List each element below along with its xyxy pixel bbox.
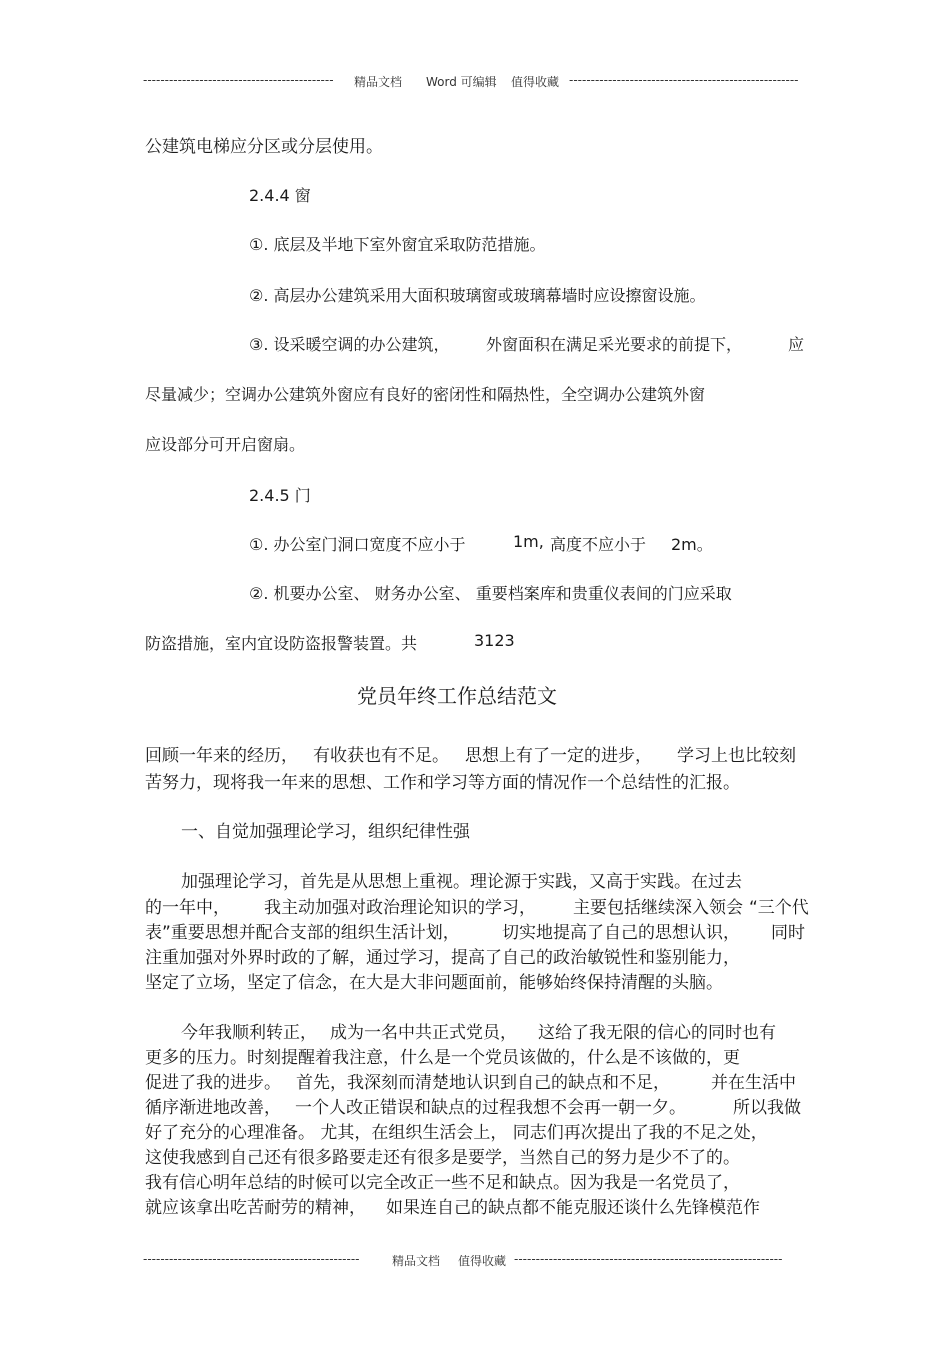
footer-dash-left: --------------------------------------------------: [143, 1252, 360, 1266]
text-line-part: 同时: [771, 923, 805, 943]
text-line: 我有信心明年总结的时候可以完全改正一些不足和缺点。因为我是一名党员了，: [145, 1173, 740, 1193]
text-line: 注重加强对外界时政的了解，通过学习，提高了自己的政治敏锐性和鉴别能力，: [145, 948, 740, 968]
text-line-part: 思想上有了一定的进步，: [465, 746, 652, 766]
section-heading: 2.4.5 门: [249, 486, 311, 505]
list-item-part: 外窗面积在满足采光要求的前提下，: [486, 335, 743, 354]
text-line: 应设部分可开启窗扇。: [145, 435, 306, 454]
footer-label-zhide: 值得收藏: [458, 1254, 507, 1268]
text-number: 3123: [474, 631, 515, 650]
header-dash-left: --------------------------------------------: [143, 73, 334, 87]
text-line: 这使我感到自己还有很多路要走还有很多是要学，当然自己的努力是少不了的。: [145, 1148, 740, 1168]
text-line: 表”重要思想并配合支部的组织生活计划，: [145, 923, 460, 943]
text-line: 好了充分的心理准备。 尤其，在组织生活会上， 同志们再次提出了我的不足之处，: [145, 1123, 768, 1143]
text-line-part: “三个代: [749, 898, 809, 918]
header-dash-right: -----------------------------------------------------: [569, 73, 799, 87]
text-line: 更多的压力。时刻提醒着我注意，什么是一个党员该做的，什么是不该做的，更: [145, 1048, 740, 1068]
text-line-part: 所以我做: [733, 1098, 801, 1118]
footer-label-jingpin: 精品文档: [392, 1254, 441, 1268]
text-line-part: 并在生活中: [711, 1073, 796, 1093]
section-heading: 2.4.4 窗: [249, 186, 311, 205]
text-line: 回顾一年来的经历，: [145, 746, 298, 766]
text-line: 公建筑电梯应分区或分层使用。: [145, 137, 383, 157]
subheading: 一、自觉加强理论学习，组织纪律性强: [181, 822, 470, 842]
text-line-part: 主要包括继续深入领会: [573, 898, 743, 918]
text-line-part: 如果连自己的缺点都不能克服还谈什么先锋模范作: [386, 1198, 760, 1218]
text-line: 就应该拿出吃苦耐劳的精神，: [145, 1198, 366, 1218]
header-label-zhide: 值得收藏: [511, 75, 560, 89]
text-line: 促进了我的进步。: [145, 1073, 281, 1093]
text-line-part: 成为一名中共正式党员，: [330, 1023, 517, 1043]
text-line: 今年我顺利转正，: [181, 1023, 317, 1043]
text-line-part: 有收获也有不足。: [313, 746, 449, 766]
text-line: 尽量减少；空调办公建筑外窗应有良好的密闭性和隔热性，全空调办公建筑外窗: [145, 385, 706, 404]
text-line-part: 一个人改正错误和缺点的过程我想不会再一朝一夕。: [295, 1098, 686, 1118]
text-line: 苦努力，现将我一年来的思想、工作和学习等方面的情况作一个总结性的汇报。: [145, 773, 740, 793]
list-item: ①. 底层及半地下室外窗宜采取防范措施。: [249, 235, 546, 254]
list-item: ②. 高层办公建筑采用大面积玻璃窗或玻璃幕墙时应设擦窗设施。: [249, 286, 706, 305]
list-item: ①. 办公室门洞口宽度不应小于: [249, 535, 466, 554]
list-item-part: 高度不应小于: [550, 535, 647, 554]
article-title: 党员年终工作总结范文: [357, 684, 557, 708]
list-item-part: 2m。: [671, 535, 713, 554]
list-item: ②. 机要办公室、 财务办公室、 重要档案库和贵重仪表间的门应采取: [249, 584, 732, 603]
text-line: 坚定了立场，坚定了信念，在大是大非问题面前，能够始终保持清醒的头脑。: [145, 973, 723, 993]
text-line-part: 首先，我深刻而清楚地认识到自己的缺点和不足，: [296, 1073, 670, 1093]
text-line-part: 学习上也比较刻: [677, 746, 796, 766]
header-label-jingpin: 精品文档: [354, 75, 403, 89]
text-line: 的一年中，: [145, 898, 230, 918]
list-item: ③. 设采暖空调的办公建筑，: [249, 335, 450, 354]
text-line-part: 我主动加强对政治理论知识的学习，: [264, 898, 536, 918]
text-line: 防盗措施，室内宜设防盗报警装置。共: [145, 634, 418, 653]
text-line-part: 这给了我无限的信心的同时也有: [538, 1023, 776, 1043]
text-line: 加强理论学习，首先是从思想上重视。理论源于实践，又高于实践。在过去: [181, 872, 742, 892]
list-item-part: 应: [788, 335, 805, 354]
header-label-word: Word 可编辑: [426, 75, 497, 89]
text-line: 循序渐进地改善，: [145, 1098, 281, 1118]
text-line-part: 切实地提高了自己的思想认识，: [502, 923, 740, 943]
footer-dash-right: --------------------------------------------------------------: [514, 1252, 783, 1266]
list-item-part: 1m,: [513, 532, 544, 551]
